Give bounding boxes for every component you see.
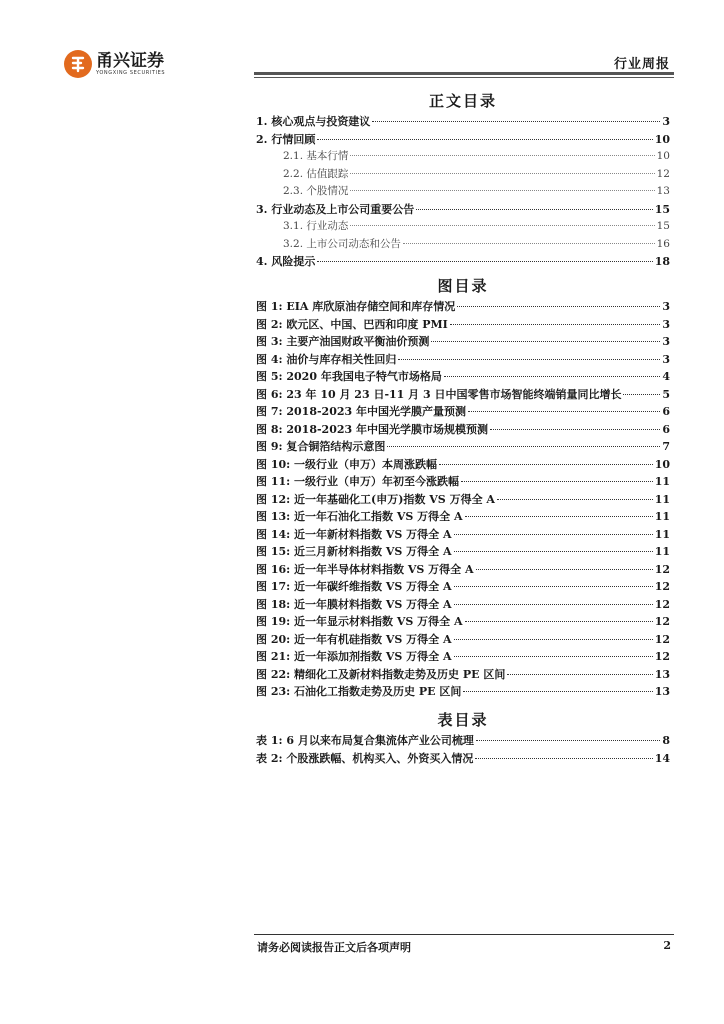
toc-entry-label: 图 20: 近一年有机硅指数 VS 万得全 A <box>256 632 452 646</box>
dot-leader <box>317 261 652 262</box>
toc-entry-label: 图 8: 2018-2023 年中国光学膜市场规模预测 <box>256 422 488 436</box>
toc-entry-page: 12 <box>654 632 670 646</box>
company-logo <box>64 50 165 78</box>
toc-entry-page: 12 <box>654 562 670 576</box>
logo-chinese-name: 甬兴证券 <box>96 50 164 71</box>
toc-entry-label: 图 14: 近一年新材料指数 VS 万得全 A <box>256 527 452 541</box>
dot-leader <box>450 324 661 325</box>
toc-entry-page: 3 <box>662 115 670 128</box>
toc-entry[interactable] <box>256 316 670 334</box>
dot-leader <box>497 499 653 500</box>
dot-leader <box>490 429 660 430</box>
footer-disclaimer: 请务必阅读报告正文后各项声明 <box>257 941 411 954</box>
header-divider-thin <box>254 77 674 78</box>
toc-entry[interactable] <box>256 298 670 316</box>
toc-entry-page: 3 <box>662 317 670 331</box>
toc-entry-page: 12 <box>654 597 670 611</box>
dot-leader <box>465 516 653 517</box>
toc-entry-page: 12 <box>656 167 670 180</box>
dot-leader <box>431 341 660 342</box>
toc-entry-label: 1. 核心观点与投资建议 <box>256 115 371 128</box>
toc-entry[interactable] <box>256 578 670 596</box>
toc-entry-label: 图 23: 石油化工指数走势及历史 PE 区间 <box>256 685 462 698</box>
contents-section <box>256 89 670 271</box>
toc-entry-page: 5 <box>662 387 670 401</box>
dot-leader <box>468 411 660 412</box>
toc-entry[interactable] <box>256 253 670 271</box>
figures-section <box>256 274 670 701</box>
header-divider <box>254 72 674 75</box>
dot-leader <box>465 621 653 622</box>
dot-leader <box>350 190 654 191</box>
toc-entry[interactable] <box>256 131 670 149</box>
logo-english-name: YONGXING SECURITIES <box>96 69 166 76</box>
dot-leader <box>439 464 653 465</box>
toc-entry-label: 图 17: 近一年碳纤维指数 VS 万得全 A <box>256 580 452 593</box>
figures-title: 图目录 <box>437 277 489 295</box>
toc-entry-page: 6 <box>662 405 670 418</box>
toc-entry[interactable] <box>256 473 670 491</box>
toc-entry-label: 图 9: 复合铜箔结构示意图 <box>256 440 386 453</box>
toc-entry-label: 4. 风险提示 <box>256 255 316 268</box>
toc-entry-page: 13 <box>654 685 670 698</box>
toc-entry[interactable] <box>256 333 670 351</box>
toc-entry[interactable] <box>256 491 670 509</box>
dot-leader <box>507 674 652 675</box>
logo-emblem-icon <box>64 50 92 78</box>
toc-entry-label: 图 21: 近一年添加剂指数 VS 万得全 A <box>256 650 452 663</box>
toc-entry-page: 3 <box>662 300 670 313</box>
dot-leader <box>454 586 653 587</box>
toc-entry-page: 10 <box>656 150 670 162</box>
dot-leader <box>623 394 660 395</box>
dot-leader <box>350 173 654 174</box>
toc-entry-label: 图 7: 2018-2023 年中国光学膜产量预测 <box>256 405 466 418</box>
toc-entry-page: 6 <box>662 422 670 436</box>
dot-leader <box>454 551 653 552</box>
dot-leader <box>454 656 653 657</box>
toc-entry-label: 图 18: 近一年膜材料指数 VS 万得全 A <box>256 597 452 611</box>
contents-list <box>256 113 670 271</box>
toc-entry-page: 11 <box>654 527 670 541</box>
toc-entry-page: 11 <box>654 492 670 506</box>
toc-entry-page: 18 <box>654 255 670 268</box>
toc-entry[interactable] <box>256 732 670 750</box>
toc-entry[interactable] <box>256 648 670 666</box>
dot-leader <box>372 121 660 122</box>
contents-title: 正文目录 <box>428 92 497 110</box>
toc-entry[interactable] <box>256 148 670 166</box>
toc-entry[interactable] <box>256 561 670 579</box>
toc-entry[interactable] <box>256 183 670 201</box>
toc-entry-label: 图 12: 近一年基础化工(申万)指数 VS 万得全 A <box>256 492 495 506</box>
toc-entry[interactable] <box>256 236 670 254</box>
toc-entry-label: 2.3. 个股情况 <box>283 185 349 197</box>
toc-entry-label: 图 2: 欧元区、中国、巴西和印度 PMI <box>256 317 448 331</box>
toc-entry-label: 图 11: 一级行业（申万）年初至今涨跌幅 <box>256 475 460 488</box>
toc-entry[interactable] <box>256 526 670 544</box>
document-type: 行业周报 <box>613 57 670 72</box>
toc-entry-page: 4 <box>662 370 670 383</box>
toc-entry-page: 10 <box>654 457 670 471</box>
toc-entry[interactable] <box>256 166 670 184</box>
dot-leader <box>476 740 660 741</box>
toc-entry-label: 3.2. 上市公司动态和公告 <box>283 237 401 250</box>
toc-entry-label: 3.1. 行业动态 <box>283 220 349 232</box>
toc-entry-page: 15 <box>656 220 670 232</box>
toc-entry-label: 图 6: 23 年 10 月 23 日-11 月 3 日中国零售市场智能终端销量同比增长 <box>256 387 622 401</box>
toc-entry-page: 10 <box>654 132 670 146</box>
toc-entry-page: 12 <box>654 615 670 628</box>
dot-leader <box>350 155 654 156</box>
dot-leader <box>476 569 653 570</box>
toc-entry[interactable] <box>256 386 670 404</box>
toc-entry-label: 3. 行业动态及上市公司重要公告 <box>256 202 415 216</box>
toc-entry-page: 3 <box>662 335 670 348</box>
toc-entry[interactable] <box>256 456 670 474</box>
toc-entry-label: 图 16: 近一年半导体材料指数 VS 万得全 A <box>256 562 474 576</box>
toc-entry-label: 2.1. 基本行情 <box>283 150 349 162</box>
toc-entry-page: 8 <box>662 734 670 747</box>
dot-leader <box>461 481 653 482</box>
toc-entry-page: 3 <box>662 352 670 366</box>
dot-leader <box>454 534 653 535</box>
dot-leader <box>398 359 660 360</box>
toc-entry[interactable] <box>256 438 670 456</box>
toc-entry[interactable] <box>256 421 670 439</box>
toc-entry-page: 13 <box>656 185 670 197</box>
toc-entry-page: 11 <box>654 510 670 523</box>
toc-entry-label: 图 10: 一级行业（申万）本周涨跌幅 <box>256 457 438 471</box>
dot-leader <box>403 243 655 244</box>
toc-entry-label: 表 2: 个股涨跌幅、机构买入、外资买入情况 <box>256 751 474 765</box>
dot-leader <box>463 691 652 692</box>
tables-title: 表目录 <box>437 711 489 729</box>
toc-entry-page: 13 <box>654 667 670 681</box>
figures-list <box>256 298 670 701</box>
toc-entry[interactable] <box>256 543 670 561</box>
tables-section <box>256 708 670 767</box>
toc-entry[interactable] <box>256 613 670 631</box>
dot-leader <box>444 376 661 377</box>
toc-entry-label: 2.2. 估值跟踪 <box>283 167 349 180</box>
toc-entry[interactable] <box>256 218 670 236</box>
toc-entry-label: 图 1: EIA 库欣原油存储空间和库存情况 <box>256 300 456 313</box>
toc-entry-label: 2. 行情回顾 <box>256 132 316 146</box>
toc-entry[interactable] <box>256 508 670 526</box>
toc-entry[interactable] <box>256 201 670 219</box>
toc-entry[interactable] <box>256 683 670 701</box>
toc-entry[interactable] <box>256 631 670 649</box>
toc-entry-label: 图 19: 近一年显示材料指数 VS 万得全 A <box>256 615 463 628</box>
toc-entry-page: 11 <box>654 475 670 488</box>
toc-entry[interactable] <box>256 368 670 386</box>
page-number: 2 <box>663 939 671 952</box>
toc-entry-label: 图 15: 近三月新材料指数 VS 万得全 A <box>256 545 452 558</box>
tables-list <box>256 732 670 767</box>
toc-entry[interactable] <box>256 596 670 614</box>
toc-entry-label: 表 1: 6 月以来布局复合集流体产业公司梳理 <box>256 734 474 747</box>
dot-leader <box>387 446 660 447</box>
toc-entry-page: 11 <box>654 545 670 558</box>
dot-leader <box>350 225 654 226</box>
toc-entry-page: 12 <box>654 650 670 663</box>
dot-leader <box>454 604 653 605</box>
page-header <box>0 0 724 80</box>
dot-leader <box>475 758 652 759</box>
toc-entry-page: 15 <box>654 202 670 216</box>
dot-leader <box>454 639 653 640</box>
toc-entry-label: 图 22: 精细化工及新材料指数走势及历史 PE 区间 <box>256 667 506 681</box>
toc-entry-page: 16 <box>656 237 670 250</box>
toc-entry[interactable] <box>256 750 670 768</box>
toc-entry-page: 14 <box>654 751 670 765</box>
toc-entry-label: 图 4: 油价与库存相关性回归 <box>256 352 397 366</box>
toc-entry[interactable] <box>256 113 670 131</box>
footer-divider <box>254 934 674 935</box>
toc-entry-label: 图 13: 近一年石油化工指数 VS 万得全 A <box>256 510 463 523</box>
toc-entry-page: 12 <box>654 580 670 593</box>
toc-entry-page: 7 <box>662 440 670 453</box>
dot-leader <box>317 139 652 140</box>
toc-entry-label: 图 3: 主要产油国财政平衡油价预测 <box>256 335 430 348</box>
toc-entry[interactable] <box>256 666 670 684</box>
dot-leader <box>416 209 652 210</box>
toc-entry[interactable] <box>256 351 670 369</box>
toc-entry-label: 图 5: 2020 年我国电子特气市场格局 <box>256 370 442 383</box>
dot-leader <box>457 306 660 307</box>
toc-entry[interactable] <box>256 403 670 421</box>
